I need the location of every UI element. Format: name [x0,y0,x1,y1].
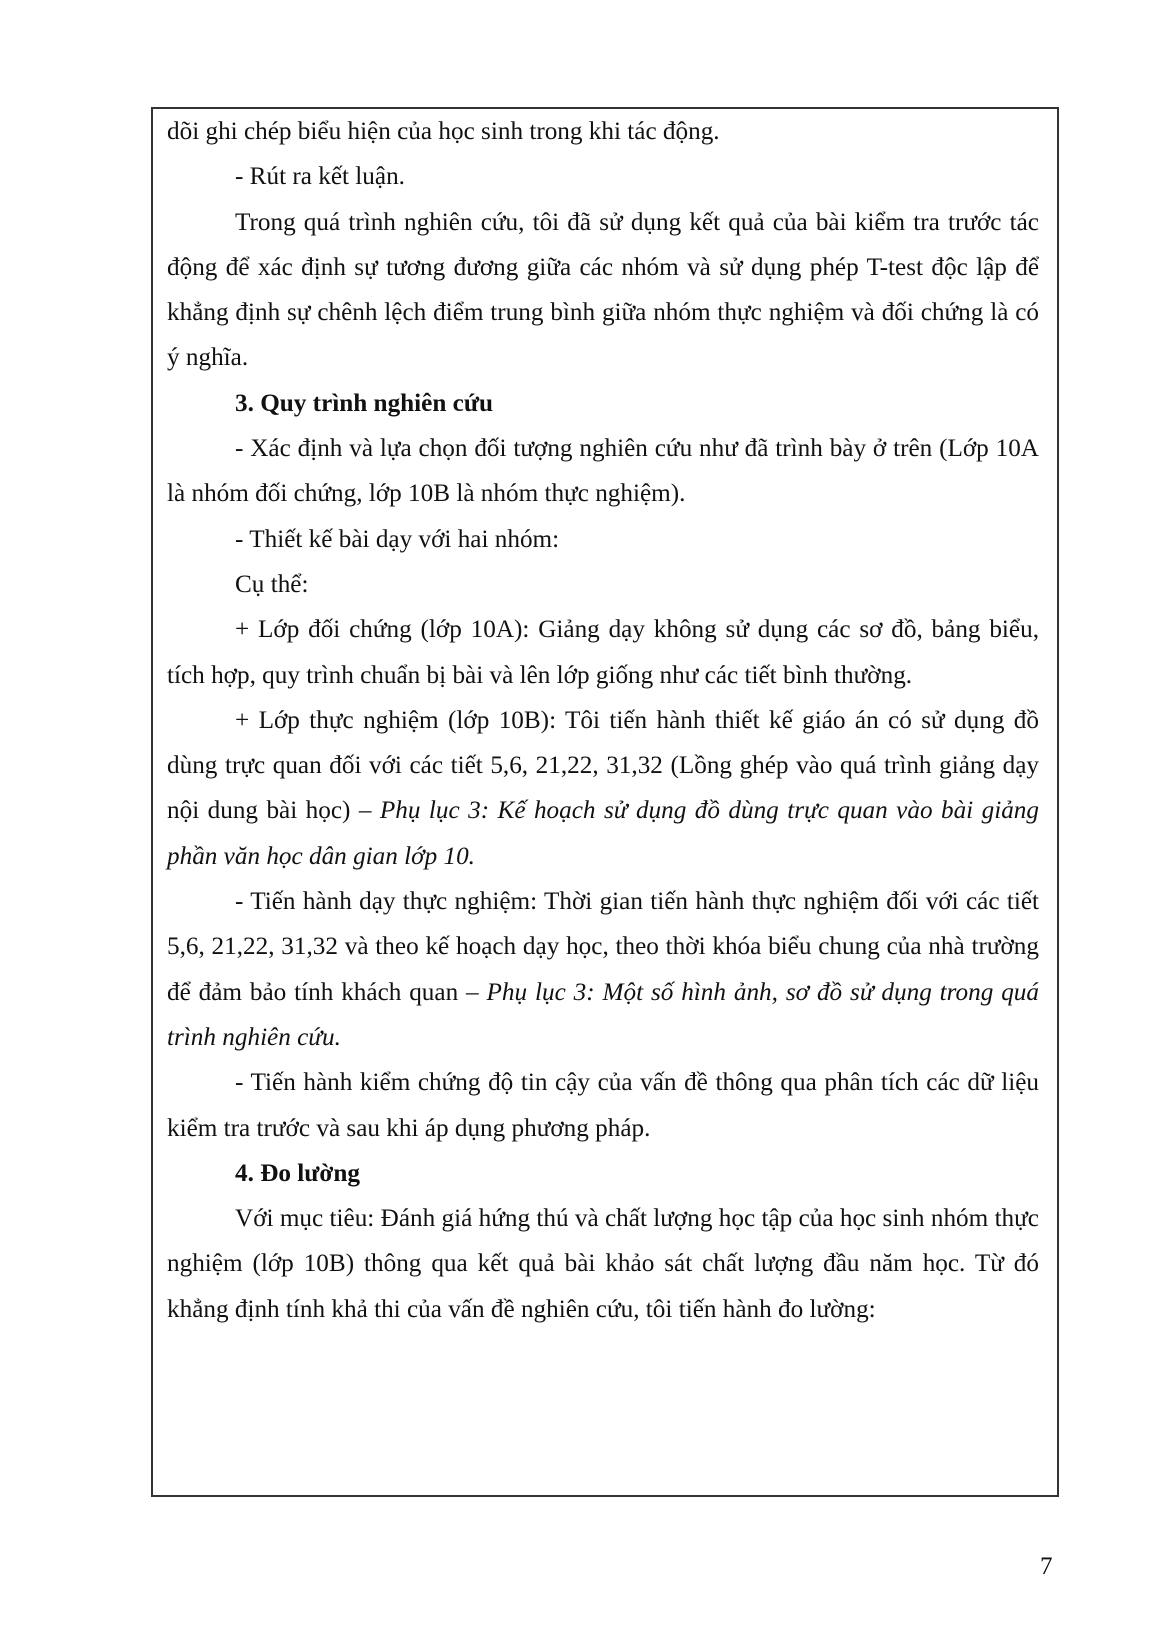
paragraph: - Tiến hành kiểm chứng độ tin cậy của vấn đề thông qua phân tích các dữ liệu kiểm tra trước và sau khi áp dụng phương pháp. [167,1069,1039,1142]
section-heading: 3. Quy trình nghiên cứu [235,389,493,417]
paragraph: + Lớp đối chứng (lớp 10A): Giảng dạy không sử dụng các sơ đồ, bảng biểu, tích hợp, quy trình chuẩn bị bài và lên lớp giống như các tiết bình thường. [167,616,1039,689]
paragraph: + Lớp thực nghiệm (lớp 10B): Tôi tiến hành thiết kế giáo án có sử dụng đồ dùng trực quan đối với các tiết 5,6, 21,22, 31,32 (Lồng ghép vào quá trình giảng dạy nội dung bài học) – Phụ lục 3: Kế hoạch sử dụng đồ dùng trực quan vào bài giảng phần văn học dân gian lớp 10. [167,706,1039,870]
frame-content [167,109,1039,1332]
paragraph: dõi ghi chép biểu hiện của học sinh trong khi tác động. [167,118,720,145]
section-heading: 4. Đo lường [235,1159,360,1187]
paragraph: - Thiết kế bài dạy với hai nhóm: [235,525,560,553]
appendix-reference: Phụ lục 3: Kế hoạch sử dụng đồ dùng trực quan vào bài giảng phần văn học dân gian lớp 10. [167,797,1039,870]
text-frame [151,107,1059,1497]
paragraph: - Rút ra kết luận. [235,163,405,191]
page-number: 7 [1040,1553,1053,1580]
paragraph: Trong quá trình nghiên cứu, tôi đã sử dụng kết quả của bài kiểm tra trước tác động để xác định sự tương đương giữa các nhóm và sử dụng phép T-test độc lập để khẳng định sự chênh lệch điểm trung bình giữa nhóm thực nghiệm và đối chứng là có ý nghĩa. [167,208,1039,372]
paragraph: Cụ thể: [235,570,309,598]
paragraph: - Xác định và lựa chọn đối tượng nghiên cứu như đã trình bày ở trên (Lớp 10A là nhóm đối chứng, lớp 10B là nhóm thực nghiệm). [167,435,1039,508]
appendix-reference: Phụ lục 3: Một số hình ảnh, sơ đồ sử dụng trong quá trình nghiên cứu. [167,978,1039,1051]
paragraph: Với mục tiêu: Đánh giá hứng thú và chất lượng học tập của học sinh nhóm thực nghiệm (lớp 10B) thông qua kết quả bài khảo sát chất lượng đầu năm học. Từ đó khẳng định tính khả thi của vấn đề nghiên cứu, tôi tiến hành đo lường: [167,1205,1039,1323]
paragraph: - Tiến hành dạy thực nghiệm: Thời gian tiến hành thực nghiệm đối với các tiết 5,6, 21,22, 31,32 và theo kế hoạch dạy học, theo thời khóa biểu chung của nhà trường để đảm bảo tính khách quan – Phụ lục 3: Một số hình ảnh, sơ đồ sử dụng trong quá trình nghiên cứu. [167,888,1039,1051]
